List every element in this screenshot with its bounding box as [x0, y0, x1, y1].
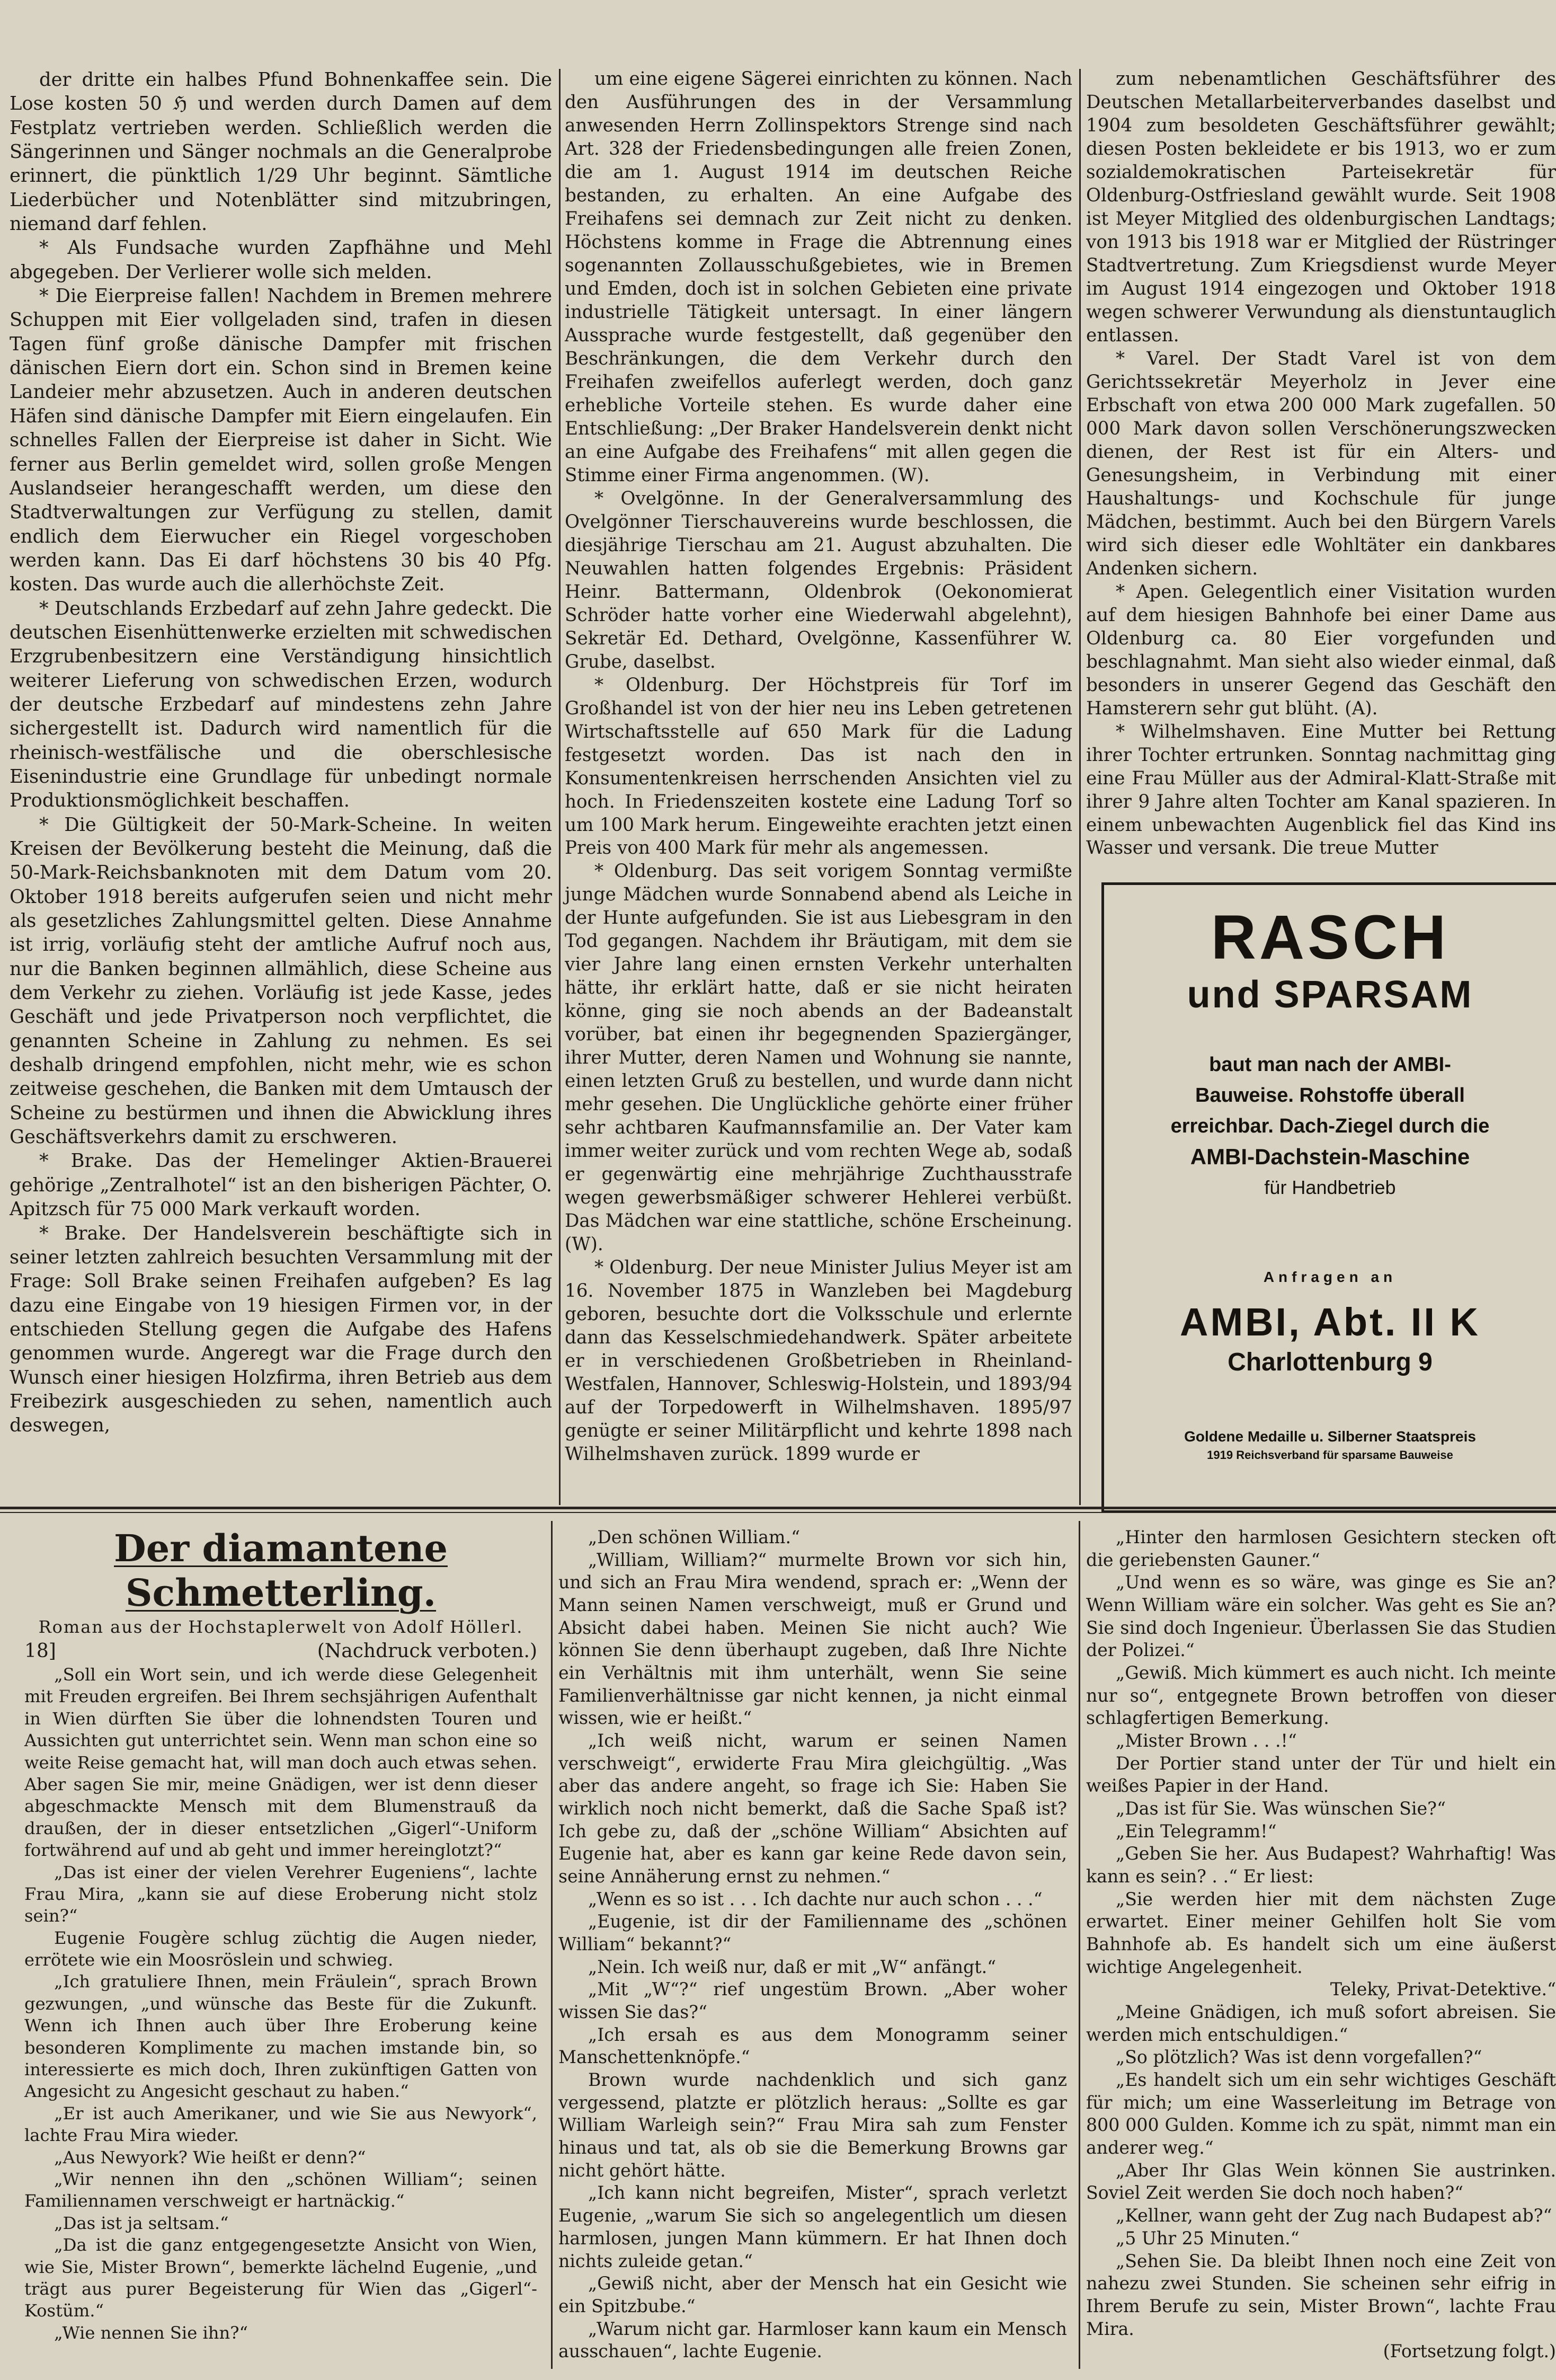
article-paragraph: „Mit „W“?“ rief ungestüm Brown. „Aber woher wissen Sie das?“: [558, 1979, 1067, 2023]
ad-inquiries-label: Anfragen an: [1263, 1269, 1397, 1285]
article-paragraph: „Gewiß nicht, aber der Mensch hat ein Gesicht wie ein Spitzbube.“: [558, 2273, 1067, 2316]
article-paragraph: „Wir nennen ihn den „schönen William“; seinen Familiennamen verschweigt er hartnäckig.“: [24, 2169, 537, 2211]
ad-body-line: baut man nach der AMBI-: [1209, 1054, 1451, 1076]
ad-firm-city: Charlottenburg 9: [1228, 1348, 1433, 1376]
article-paragraph: „Ich weiß nicht, warum er seinen Namen verschweigt“, erwiderte Frau Mira gleichgültig. „Was aber das andere angeht, so frage ich Sie: Haben Sie wirklich noch nicht bemerkt, daß die Sache Spaß ist? Ich gebe zu, daß der „schöne William“ Absichten auf Eugenie hat, aber es kann gar keine Rede davon sein, seine Annäherung ernst zu nehmen.“: [558, 1730, 1067, 1887]
article-paragraph: * Die Eierpreise fallen! Nachdem in Bremen mehrere Schuppen mit Eier vollgeladen sind, trafen in diesen Tagen fünf große dänische Dampfer mit frischen dänischen Eiern dort ein. Schon sind in Bremen keine Landeier mehr abzusetzen. Auch in anderen deutschen Häfen sind dänische Dampfer mit Eiern eingelaufen. Ein schnelles Fallen der Eierpreise ist daher in Sicht. Wie ferner aus Berlin gemeldet wird, sollen große Mengen Auslandseier herangeschafft werden, um diese den Stadtverwaltungen zur Verfügung zu stellen, damit endlich dem Eierwucher ein Riegel vorgeschoben werden kann. Das Ei darf höchstens 30 bis 40 Pfg. kosten. Das wurde auch die allerhöchste Zeit.: [10, 285, 552, 596]
novel-column-3: [1086, 1526, 1556, 2369]
article-paragraph: „Eugenie, ist dir der Familienname des „schönen William“ bekannt?“: [558, 1911, 1067, 1955]
news-column-3: [1086, 68, 1556, 873]
article-paragraph: * Als Fundsache wurden Zapfhähne und Mehl abgegeben. Der Verlierer wolle sich melden.: [10, 237, 552, 283]
article-paragraph: „Er ist auch Amerikaner, und wie Sie aus Newyork“, lachte Frau Mira wieder.: [24, 2103, 537, 2146]
article-paragraph: „Wie nennen Sie ihn?“: [54, 2322, 248, 2343]
section-divider: [0, 1507, 1556, 1509]
article-paragraph: „Es handelt sich um ein sehr wichtiges Geschäft für mich; um eine Wasserleitung im Betrage von 800 000 Gulden. Komme ich zu spät, nimmt man ein anderer weg.“: [1086, 2069, 1556, 2158]
article-paragraph: „Hinter den harmlosen Gesichtern stecken oft die geriebensten Gauner.“: [1086, 1527, 1556, 1570]
article-paragraph: „Den schönen William.“: [588, 1527, 801, 1547]
signoff-line: (Fortsetzung folgt.): [1383, 2341, 1556, 2362]
article-paragraph: „5 Uhr 25 Minuten.“: [1116, 2227, 1300, 2249]
article-paragraph: „Aus Newyork? Wie heißt er denn?“: [54, 2147, 366, 2167]
article-paragraph: zum nebenamtlichen Geschäftsführer des Deutschen Metallarbeiterverbandes daselbst und 1904 zum besoldeten Geschäftsführer gewählt; diesen Posten bekleidete er bis 1913, wo er zum sozialdemokratischen Parteisekretär für Oldenburg-Ostfriesland gewählt wurde. Seit 1908 ist Meyer Mitglied des oldenburgischen Landtags; von 1913 bis 1918 war er Mitglied der Rüstringer Stadtvertretung. Zum Kriegsdienst wurde Meyer im August 1914 eingezogen und Oktober 1918 wegen schwerer Verwundung als dienstuntauglich entlassen.: [1086, 68, 1556, 346]
article-paragraph: * Oldenburg. Der Höchstpreis für Torf im Großhandel ist von der hier neu ins Leben getretenen Wirtschaftsstelle auf 650 Mark für die Ladung festgesetzt worden. Das ist nach den in Konsumentenkreisen herrschenden Ansichten viel zu hoch. In Friedenszeiten kostete eine Ladung Torf so um 100 Mark herum. Eingeweihte erachten jetzt einen Preis von 400 Mark für mehr als angemessen.: [565, 674, 1072, 859]
article-paragraph: * Brake. Der Handelsverein beschäftigte sich in seiner letzten zahlreich besuchten Versammlung mit der Frage: Soll Brake seinen Freihafen aufgeben? Es lag dazu eine Eingabe von 19 hiesigen Firmen vor, in der entschieden Stellung gegen die Aufgabe des Hafens genommen wurde. Angeregt war die Frage durch den Wunsch einer hiesigen Holzfirma, ihren Betrieb aus dem Freibezirk ausgeschieden zu sehen, namentlich auch deswegen,: [10, 1222, 552, 1437]
ad-firm-name: AMBI, Abt. II K: [1180, 1300, 1480, 1344]
article-paragraph: * Die Gültigkeit der 50-Mark-Scheine. In weiten Kreisen der Bevölkerung besteht die Meinung, daß die 50-Mark-Reichsbanknoten mit dem Datum vom 20. Oktober 1918 bereits aufgerufen seien und nicht mehr als gesetzliches Zahlungsmittel gelten. Diese Annahme ist irrig, vorläufig steht der amtliche Aufruf noch aus, nur die Banken beginnen allmählich, diese Scheine aus dem Verkehr zu ziehen. Vorläufig ist jede Kasse, jedes Geschäft und jede Privatperson noch verpflichtet, die genannten Scheine in Zahlung zu nehmen. Es sei deshalb dringend empfohlen, nicht mehr, wie es schon zeitweise geschehen, die Banken mit dem Umtausch der Scheine zu bestürmen und ihnen die Abwicklung ihres Geschäftsverkehrs damit zu erschweren.: [10, 813, 552, 1148]
installment-number: 18]: [24, 1640, 56, 1662]
novel-column-1: [24, 1526, 537, 2369]
ad-award-sub: 1919 Reichsverband für sparsame Bauweise: [1207, 1448, 1453, 1462]
article-paragraph: „Kellner, wann geht der Zug nach Budapest ab?“: [1116, 2205, 1552, 2226]
novel-title: Der diamantene Schmetterling.: [114, 1526, 448, 1615]
article-paragraph: „Soll ein Wort sein, und ich werde diese Gelegenheit mit Freuden ergreifen. Bei Ihrem sechsjährigen Aufenthalt in Wien dürften Sie über die lohnendsten Touren und Aussichten gut unterrichtet sein. Wenn man schon eine so weite Reise gemacht hat, will man doch auch etwas sehen. Aber sagen Sie mir, meine Gnädigen, wer ist denn dieser abgeschmackte Mensch mit dem Blumenstrauß da draußen, der in dieser entsetzlichen „Gigerl“-Uniform fortwährend auf und ab geht und immer hereinglotzt?“: [24, 1665, 537, 1861]
article-paragraph: „William, William?“ murmelte Brown vor sich hin, und sich an Frau Mira wendend, sprach er: „Wenn der Mann seinen Namen verschweigt, muß er Grund und Absicht dabei haben. Meinen Sie nicht auch? Wie können Sie denn überhaupt zugeben, daß Ihre Nichte ein Verhältnis mit ihm unterhält, wenn Sie seine Familienverhältnisse gar nicht kennen, ja nicht einmal wissen, wie er heißt.“: [558, 1549, 1067, 1729]
article-paragraph: der dritte ein halbes Pfund Bohnenkaffee sein. Die Lose kosten 50 ℌ und werden durch Damen auf dem Festplatz vertrieben werden. Schließlich werden die Sängerinnen und Sänger nochmals an die Generalprobe erinnert, die pünktlich 1/29 Uhr beginnt. Sämtliche Liederbücher und Notenblätter sind mitzubringen, niemand darf fehlen.: [10, 69, 552, 235]
article-paragraph: * Oldenburg. Der neue Minister Julius Meyer ist am 16. November 1875 in Wanzleben bei Magdeburg geboren, besuchte dort die Volksschule und erlernte dann das Kesselschmiedehandwerk. Später arbeitete er in verschiedenen Großbetrieben in Rheinland-Westfalen, Hannover, Schleswig-Holstein, und 1893/94 auf der Torpedowerft in Wilhelmshaven. 1895/97 genügte er seiner Militärpflicht und kehrte 1898 nach Wilhelmshaven zurück. 1899 wurde er: [565, 1257, 1072, 1465]
section-divider: [0, 1512, 1556, 1513]
article-paragraph: Der Portier stand unter der Tür und hielt ein weißes Papier in der Hand.: [1086, 1753, 1556, 1797]
column-divider: [1079, 69, 1081, 1505]
article-paragraph: „Mister Brown . . .!“: [1116, 1730, 1297, 1751]
article-paragraph: Eugenie Fougère schlug züchtig die Augen nieder, errötete wie ein Moosröslein und schwieg.: [24, 1927, 537, 1970]
ad-body: [1104, 1049, 1556, 1203]
article-paragraph: * Varel. Der Stadt Varel ist von dem Gerichtssekretär Meyerholz in Jever eine Erbschaft von etwa 200 000 Mark zugefallen. 50 000 Mark davon sollen Verschönerungszwecken dienen, der Rest ist für ein Alters- und Genesungsheim, in Verbindung mit einer Haushaltungs- und Kochschule für junge Mädchen, bestimmt. Auch bei den Bürgern Varels wird sich dieser edle Wohltäter ein dankbares Andenken sichern.: [1086, 348, 1556, 579]
article-paragraph: „Ich kann nicht begreifen, Mister“, sprach verletzt Eugenie, „warum Sie sich so angelegentlich um diesen harmlosen, jungen Mann kümmern. Er hat Ihnen doch nichts zuleide getan.“: [558, 2182, 1067, 2271]
article-paragraph: „Wenn es so ist . . . Ich dachte nur auch schon . . .“: [588, 1888, 1043, 1909]
column-divider: [559, 69, 561, 1505]
article-paragraph: „Aber Ihr Glas Wein können Sie austrinken. Soviel Zeit werden Sie doch noch haben?“: [1086, 2160, 1556, 2204]
article-paragraph: „Da ist die ganz entgegengesetzte Ansicht von Wien, wie Sie, Mister Brown“, bemerkte lächelnd Eugenie, „und trägt aus purer Begeisterung für Wien das „Gigerl“-Kostüm.“: [24, 2235, 537, 2321]
news-column-2: [565, 68, 1072, 1499]
column-divider: [551, 1521, 553, 2369]
novel-text: [24, 1664, 537, 2344]
ad-headline: RASCH: [1211, 903, 1450, 972]
article-paragraph: Brown wurde nachdenklich und sich ganz vergessend, platzte er plötzlich heraus: „Sollte es gar William Warleigh sein?“ Frau Mira sah zum Fenster hinaus und tat, als ob sie die Bemerkung Browns gar nicht gehört hätte.: [558, 2069, 1067, 2181]
ad-body-line: AMBI-Dachstein-Maschine: [1190, 1144, 1470, 1169]
article-paragraph: „Gewiß. Mich kümmert es auch nicht. Ich meinte nur so“, entgegnete Brown betroffen von dieser schlagfertigen Bemerkung.: [1086, 1662, 1556, 1729]
article-paragraph: „Das ist ja seltsam.“: [54, 2213, 229, 2233]
article-paragraph: „Ich ersah es aus dem Monogramm seiner Manschettenknöpfe.“: [558, 2024, 1067, 2068]
article-paragraph: „Meine Gnädigen, ich muß sofort abreisen. Sie werden mich entschuldigen.“: [1086, 2002, 1556, 2045]
article-paragraph: „Ein Telegramm!“: [1116, 1820, 1277, 1842]
article-paragraph: * Apen. Gelegentlich einer Visitation wurden auf dem hiesigen Bahnhofe bei einer Dame aus Oldenburg ca. 80 Eier vorgefunden und beschlagnahmt. Man sieht also wieder einmal, daß besonders in unserer Gegend das Geschäft den Hamsterern sehr gut blüht. (A).: [1086, 581, 1556, 719]
novel-installment-row: [24, 1639, 537, 1664]
article-paragraph: „Nein. Ich weiß nur, daß er mit „W“ anfängt.“: [588, 1956, 997, 1977]
article-paragraph: „Sie werden hier mit dem nächsten Zuge erwartet. Einer meiner Gehilfen holt Sie vom Bahnhofe ab. Es handelt sich um eine äußerst wichtige Angelegenheit.: [1086, 1888, 1556, 1977]
article-paragraph: um eine eigene Sägerei einrichten zu können. Nach den Ausführungen des in der Versammlung anwesenden Herrn Zollinspektors Strenge sind nach Art. 328 der Friedensbedingungen alle freien Zonen, die am 1. August 1914 im deutschen Reiche bestanden, zu erhalten. An eine Aufgabe des Freihafens sei demnach zur Zeit nicht zu denken. Höchstens komme in Frage die Abtrennung eines sogenannten Zollausschußgebietes, wie in Bremen und Emden, doch ist in solchen Gebieten eine private industrielle Tätigkeit untersagt. In einer längern Aussprache wurde festgestellt, daß gegenüber den Beschränkungen, die dem Verkehr durch den Freihafen zweifellos auferlegt werden, doch ganz erhebliche Vorteile stehen. Es wurde daher eine Entschließung: „Der Braker Handelsverein denkt nicht an eine Aufgabe des Freihafens“ mit allen gegen die Stimme einer Firma angenommen. (W).: [565, 68, 1072, 486]
ad-body-line: erreichbar. Dach-Ziegel durch die: [1170, 1115, 1490, 1137]
article-paragraph: „Warum nicht gar. Harmloser kann kaum ein Mensch ausschauen“, lachte Eugenie.: [558, 2318, 1067, 2362]
article-paragraph: „So plötzlich? Was ist denn vorgefallen?“: [1116, 2047, 1482, 2068]
article-paragraph: „Geben Sie her. Aus Budapest? Wahrhaftig! Was kann es sein? . .“ Er liest:: [1086, 1843, 1556, 1887]
news-column-1: [10, 68, 552, 1499]
article-paragraph: „Ich gratuliere Ihnen, mein Fräulein“, sprach Brown gezwungen, „und wünsche das Beste für die Zukunft. Wenn ich Ihnen auch über Ihre Eroberung keine besonderen Komplimente zu machen imstande bin, so interessierte es mich doch, Ihren zukünftigen Gatten von Angesicht zu Angesicht geschaut zu haben.“: [24, 1971, 537, 2102]
article-paragraph: * Deutschlands Erzbedarf auf zehn Jahre gedeckt. Die deutschen Eisenhüttenwerke erzielten mit schwedischen Erzgrubenbesitzern eine Verständigung hinsichtlich weiterer Lieferung von schwedischen Erzen, wodurch der deutsche Erzbedarf auf mindestens zehn Jahre sichergestellt ist. Dadurch wird namentlich für die rheinisch-westfälische und die oberschlesische Eisenindustrie eine Grundlage für unbedingt normale Produktionsmöglichkeit beschaffen.: [10, 597, 552, 812]
novel-column-2: [558, 1526, 1067, 2369]
article-paragraph: „Sehen Sie. Da bleibt Ihnen noch eine Zeit von nahezu zwei Stunden. Sie scheinen sehr eifrig in Ihrem Berufe zu sein, Mister Brown“, lachte Frau Mira.: [1086, 2250, 1556, 2339]
novel-subtitle: Roman aus der Hochstaplerwelt von Adolf Höllerl.: [38, 1617, 523, 1637]
article-paragraph: „Das ist einer der vielen Verehrer Eugeniens“, lachte Frau Mira, „kann sie auf diese Eroberung nicht stolz sein?“: [24, 1862, 537, 1926]
ad-subheadline: und SPARSAM: [1187, 974, 1473, 1016]
reprint-note: (Nachdruck verboten.): [317, 1640, 537, 1662]
ad-body-line: für Handbetrieb: [1264, 1176, 1396, 1198]
ad-award: Goldene Medaille u. Silberner Staatspreis: [1184, 1428, 1476, 1445]
article-paragraph: * Oldenburg. Das seit vorigem Sonntag vermißte junge Mädchen wurde Sonnabend abend als Leiche in der Hunte aufgefunden. Sie ist aus Liebesgram in den Tod gegangen. Nachdem ihr Bräutigam, mit dem sie vier Jahre lang einen ernsten Verkehr unterhalten hätte, ihr erklärt hatte, daß er sie nicht heiraten könne, ging sie noch abends an der Badeanstalt vorüber, bat einen ihr begegnenden Spaziergänger, ihrer Mutter, deren Namen und Wohnung sie nannte, einen letzten Gruß zu bestellen, und wurde dann nicht mehr gesehen. Die Unglückliche gehörte einer früher sehr achtbaren Kaufmannsfamilie an. Der Vater kam immer weiter zurück und vom rechten Wege ab, sodaß er gegenwärtig eine mehrjährige Zuchthausstrafe wegen gewerbsmäßiger schwerer Hehlerei verbüßt. Das Mädchen war eine stattliche, schöne Erscheinung. (W).: [565, 861, 1072, 1255]
ad-body-line: Bauweise. Rohstoffe überall: [1195, 1084, 1465, 1107]
ambi-advertisement: [1101, 882, 1556, 1513]
signoff-line: Teleky, Privat-Detektive.“: [1330, 1979, 1556, 2000]
column-divider: [1079, 1521, 1080, 2369]
article-paragraph: * Brake. Das der Hemelinger Aktien-Brauerei gehörige „Zentralhotel“ ist an den bisherigen Pächter, O. Apitzsch für 75 000 Mark verkauft worden.: [10, 1150, 552, 1220]
article-paragraph: * Ovelgönne. In der Generalversammlung des Ovelgönner Tierschauvereins wurde beschlossen, die diesjährige Tierschau am 21. August abzuhalten. Die Neuwahlen hatten folgendes Ergebnis: Präsident Heinr. Battermann, Oldenbrok (Oekonomierat Schröder hatte vorher eine Wiederwahl abgelehnt), Sekretär Ed. Dethard, Ovelgönne, Kassenführer W. Grube, daselbst.: [565, 488, 1072, 673]
article-paragraph: „Das ist für Sie. Was wünschen Sie?“: [1116, 1798, 1446, 1819]
article-paragraph: „Und wenn es so wäre, was ginge es Sie an? Wenn William wäre ein solcher. Was geht es Sie an? Sie sind doch Ingenieur. Überlassen Sie das Studien der Polizei.“: [1086, 1572, 1556, 1661]
article-paragraph: * Wilhelmshaven. Eine Mutter bei Rettung ihrer Tochter ertrunken. Sonntag nachmittag ging eine Frau Müller aus der Admiral-Klatt-Straße mit ihrer 9 Jahre alten Tochter am Kanal spazieren. In einem unbewachten Augenblick fiel das Kind ins Wasser und versank. Die treue Mutter: [1086, 721, 1556, 859]
